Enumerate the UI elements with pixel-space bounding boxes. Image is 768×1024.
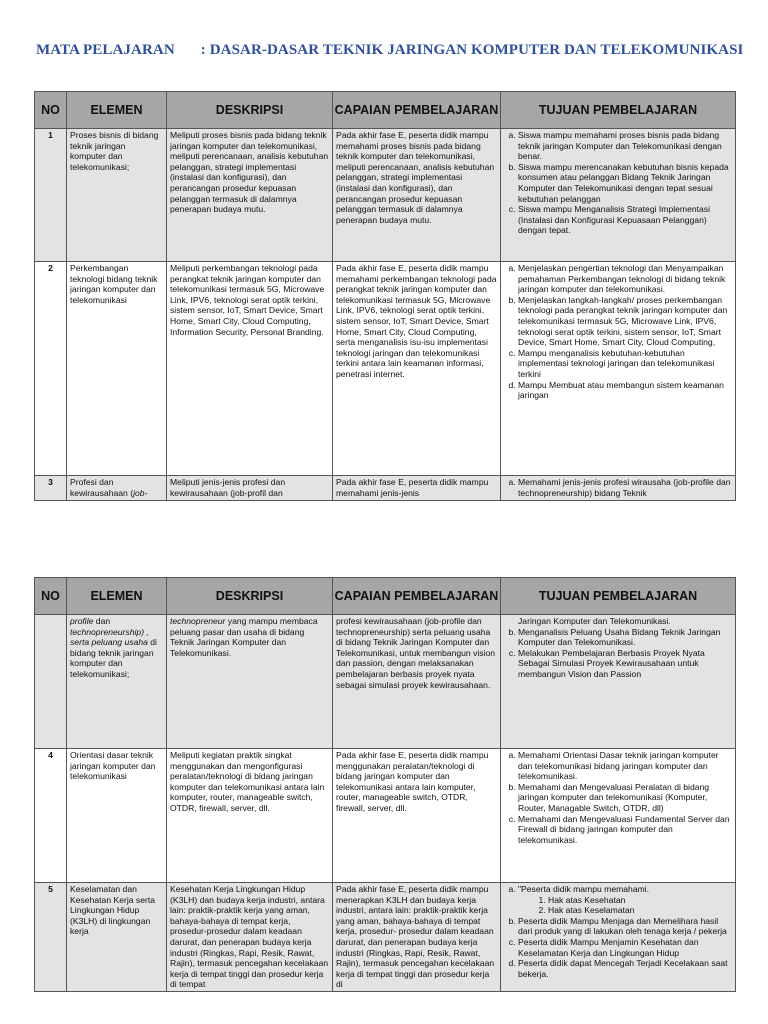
deskripsi-text: yang mampu membaca peluang pasar dan usaha di bidang Teknik Jaringan Komputer dan Telekomunikasi. xyxy=(170,616,318,658)
row-no: 5 xyxy=(35,883,67,992)
tujuan-continuation: Jaringan Komputer dan Telekomunikasi. xyxy=(518,616,671,626)
capaian-text: Pada akhir fase E, peserta didik mampu memahami jenis-jenis xyxy=(336,477,489,498)
row-elemen xyxy=(67,615,167,749)
table-header-row xyxy=(35,578,736,615)
list-item: c. Melakukan Pembelajaran Berbasis Proyek Nyata Sebagai Simulasi Proyek Kewirausahaan untuk membangun Vision dan Passion xyxy=(518,648,732,680)
row-elemen: Proses bisnis di bidang teknik jaringan komputer dan telekomunikasi; xyxy=(67,129,167,262)
table-row xyxy=(35,883,736,992)
col-header-tujuan: TUJUAN PEMBELAJARAN xyxy=(501,578,736,615)
row-capaian xyxy=(333,476,501,501)
deskripsi-italic: technopreneur xyxy=(170,616,226,626)
list-item: a. Memahami Orientasi Dasar teknik jaringan komputer dan telekomunikasi bidang jaringan komputer dan telekomunikasi. xyxy=(518,750,732,782)
elemen-italic: job- xyxy=(133,487,148,498)
curriculum-table-page1 xyxy=(34,91,736,501)
row-capaian: Pada akhir fase E, peserta didik mampu memahami perkembangan teknologi pada perangkat teknik jaringan komputer dan telekomunikasi termasuk 5G, Microwave Link, IPV6, teknologi serat optik terkini, sistem sensor, IoT, Smart Device, Smart Home, Smart City, Cloud Computing, serta menganalisis isu-isu implementasi teknologi jaringan dan telekomunikasi terkini antara lain keamanan informasi, penetrasi internet. xyxy=(333,262,501,476)
row-tujuan xyxy=(501,883,736,992)
list-item: 1. Hak atas Kesehatan xyxy=(548,895,732,906)
table-row xyxy=(35,129,736,262)
list-item: b. Menganalisis Peluang Usaha Bidang Teknik Jaringan Komputer dan Telekomunikasi. xyxy=(518,627,732,648)
col-header-deskripsi: DESKRIPSI xyxy=(167,92,333,129)
list-item: c. Peserta didik Mampu Menjamin Kesehatan dan Keselamatan Kerja dan Lingkungan Hidup xyxy=(518,937,732,958)
row-deskripsi xyxy=(167,476,333,501)
col-header-capaian: CAPAIAN PEMBELAJARAN xyxy=(333,92,501,129)
row-tujuan xyxy=(501,476,736,501)
elemen-text: di bidang teknik jaringan komputer dan telekomunikasi; xyxy=(70,637,157,679)
row-deskripsi xyxy=(167,615,333,749)
list-item: d. Mampu Membuat atau membangun sistem keamanan jaringan xyxy=(518,380,732,401)
subject-label: MATA PELAJARAN xyxy=(36,42,175,58)
row-deskripsi: Meliputi kegiatan praktik singkat menggunakan dan mengonfigurasi peralatan/teknologi di bidang jaringan komputer dan telekomunikasi antara lain komputer, router, manageable switch, OTDR, firewall, server, dll. xyxy=(167,749,333,883)
col-header-no: NO xyxy=(35,92,67,129)
tujuan-intro: "Peserta didik mampu memahami. xyxy=(518,884,650,894)
list-item xyxy=(518,884,732,916)
row-no: 4 xyxy=(35,749,67,883)
list-item: c. Mampu menganalisis kebutuhan-kebutuhan implementasi teknologi jaringan dan telekomunikasi terkini xyxy=(518,348,732,380)
row-no: 1 xyxy=(35,129,67,262)
row-capaian: profesi kewirausahaan (job-profile dan technopreneurship) serta peluang usaha di bidang Teknik Jaringan Komputer dan Telekomunikasi, untuk membangun vision dan passion, dengan melaksanakan pembelajaran berbasis proyek nyata sebagai simulasi proyek kewirausahaan. xyxy=(333,615,501,749)
list-item: a. Siswa mampu memahami proses bisnis pada bidang teknik jaringan Komputer dan Telekomunikasi dengan benar. xyxy=(518,130,732,162)
row-no xyxy=(35,615,67,749)
row-capaian: Pada akhir fase E, peserta didik mampu menggunakan peralatan/teknologi di bidang jaringan komputer dan telekomunikasi antara lain komputer, router, manageable switch, OTDR, firewall, server, dll. xyxy=(333,749,501,883)
list-item: 2. Hak atas Keselamatan xyxy=(548,905,732,916)
row-deskripsi: Kesehatan Kerja Lingkungan Hidup (K3LH) dan budaya kerja industri, antara lain: praktik-praktik kerja yang aman, bahaya-bahaya di tempat kerja, prosedur-prosedur dalam keadaan darurat, dan penerapan budaya kerja industri (Ringkas, Rapi, Resik, Rawat, Rajin), termasuk pencegahan kecelakaan kerja di tempat tinggi dan prosedur kerja di tempat xyxy=(167,883,333,992)
table-header-row xyxy=(35,92,736,129)
row-elemen xyxy=(67,476,167,501)
curriculum-table-page2 xyxy=(34,577,736,992)
elemen-italic: technopreneurship) , serta peluang usaha xyxy=(70,626,149,648)
col-header-no: NO xyxy=(35,578,67,615)
table-row xyxy=(35,476,736,501)
col-header-capaian: CAPAIAN PEMBELAJARAN xyxy=(333,578,501,615)
row-tujuan xyxy=(501,615,736,749)
col-header-deskripsi: DESKRIPSI xyxy=(167,578,333,615)
list-item: b. Peserta didik Mampu Menjaga dan Memelihara hasil dari produk yang di lakukan oleh tenaga kerja / pekerja xyxy=(518,916,732,937)
list-item: d. Peserta didik dapat Mencegah Terjadi Kecelakaan saat bekerja. xyxy=(518,958,732,979)
row-tujuan xyxy=(501,129,736,262)
table-row xyxy=(35,262,736,476)
col-header-tujuan: TUJUAN PEMBELAJARAN xyxy=(501,92,736,129)
elemen-text: Profesi dan kewirausahaan ( xyxy=(70,477,134,498)
elemen-italic: profile xyxy=(70,616,94,626)
list-item: a. Memahami jenis-jenis profesi wirausaha (job-profile dan technopreneurship) bidang Teknik xyxy=(518,477,732,498)
row-elemen: Orientasi dasar teknik jaringan komputer dan telekomunikasi xyxy=(67,749,167,883)
row-elemen: Perkembangan teknologi bidang teknik jaringan komputer dan telekomunikasi xyxy=(67,262,167,476)
col-header-elemen: ELEMEN xyxy=(67,578,167,615)
row-deskripsi: Meliputi perkembangan teknologi pada perangkat teknik jaringan komputer dan telekomunikasi termasuk 5G, Microwave Link, IPV6, teknologi serat optik terkini, sistem sensor, IoT, Smart Device, Smart Home, Smart City, Cloud Computing, Information Security, Personal Branding. xyxy=(167,262,333,476)
list-item: b. Menjelaskan langkah-langkah/ proses perkembangan teknologi pada perangkat teknik jaringan komputer dan telekomunikasi termasuk 5G, Microwave Link, IPV6, teknologi serat optik terkini, sistem sensor, IoT, Smart Device, Smart Home, Smart City, Cloud Computing, xyxy=(518,295,732,348)
row-deskripsi: Meliputi proses bisnis pada bidang teknik jaringan komputer dan telekomunikasi, meliputi perencanaan, analisis kebutuhan pelanggan, strategi implementasi (instalasi dan konfigurasi), dan perancangan prosedur kepuasan pelanggan termasuk di dalamnya penerapan budaya mutu. xyxy=(167,129,333,262)
list-item: b. Siswa mampu merencanakan kebutuhan bisnis kepada konsumen atau pelanggan Bidang Teknik Jaringan Komputer dan Telekomunikasi dengan tepat sesuai kebutuhan pelanggan xyxy=(518,162,732,204)
row-elemen: Keselamatan dan Kesehatan Kerja serta Lingkungan Hidup (K3LH) di lingkungan kerja xyxy=(67,883,167,992)
list-item: c. Siswa mampu Menganalisis Strategi Implementasi (Instalasi dan Konfigurasi Kepuasaan Pelanggan) dengan tepat. xyxy=(518,204,732,236)
list-item: c. Memahami dan Mengevaluasi Fundamental Server dan Firewall di bidang jaringan komputer dan telekomunikasi. xyxy=(518,814,732,846)
table-row xyxy=(35,615,736,749)
list-item: a. Menjelaskan pengertian teknologi dan Menyampaikan pemahaman Perkembangan teknologi di bidang teknik jaringan komputer dan telekomunikasi. xyxy=(518,263,732,295)
subject-title xyxy=(36,42,743,59)
elemen-text: dan xyxy=(93,616,111,626)
col-header-elemen: ELEMEN xyxy=(67,92,167,129)
deskripsi-text: Meliputi jenis-jenis profesi dan kewirausahaan (job-profil dan xyxy=(170,477,286,498)
subject-value: : DASAR-DASAR TEKNIK JARINGAN KOMPUTER DAN TELEKOMUNIKASI xyxy=(200,42,744,58)
row-no: 3 xyxy=(35,476,67,501)
row-tujuan xyxy=(501,262,736,476)
row-no: 2 xyxy=(35,262,67,476)
table-row xyxy=(35,749,736,883)
row-tujuan xyxy=(501,749,736,883)
list-item: b. Memahami dan Mengevaluasi Peralatan di bidang jaringan komputer dan telekomunikasi (Komputer, Router, Managable Switch, OTDR, dll) xyxy=(518,782,732,814)
row-capaian: Pada akhir fase E, peserta didik mampu memahami proses bisnis pada bidang teknik komputer dan telekomunikasi, meliputi perencanaan, analisis kebutuhan pelanggan, strategi implementasi (instalasi dan konfigurasi), dan perancangan prosedur kepuasan pelanggan termasuk di dalamnya penerapan budaya mutu. xyxy=(333,129,501,262)
row-capaian: Pada akhir fase E, peserta didik mampu menerapkan K3LH dan budaya kerja industri, antara lain: praktik-praktik kerja yang aman, bahaya-bahaya di tempat kerja, prosedur- prosedur dalam keadaan darurat, dan penerapan budaya kerja industri (Ringkas, Rapi, Resik, Rawat, Rajin), termasuk pencegahan kecelakaan kerja di tempat tinggi dan prosedur kerja di xyxy=(333,883,501,992)
